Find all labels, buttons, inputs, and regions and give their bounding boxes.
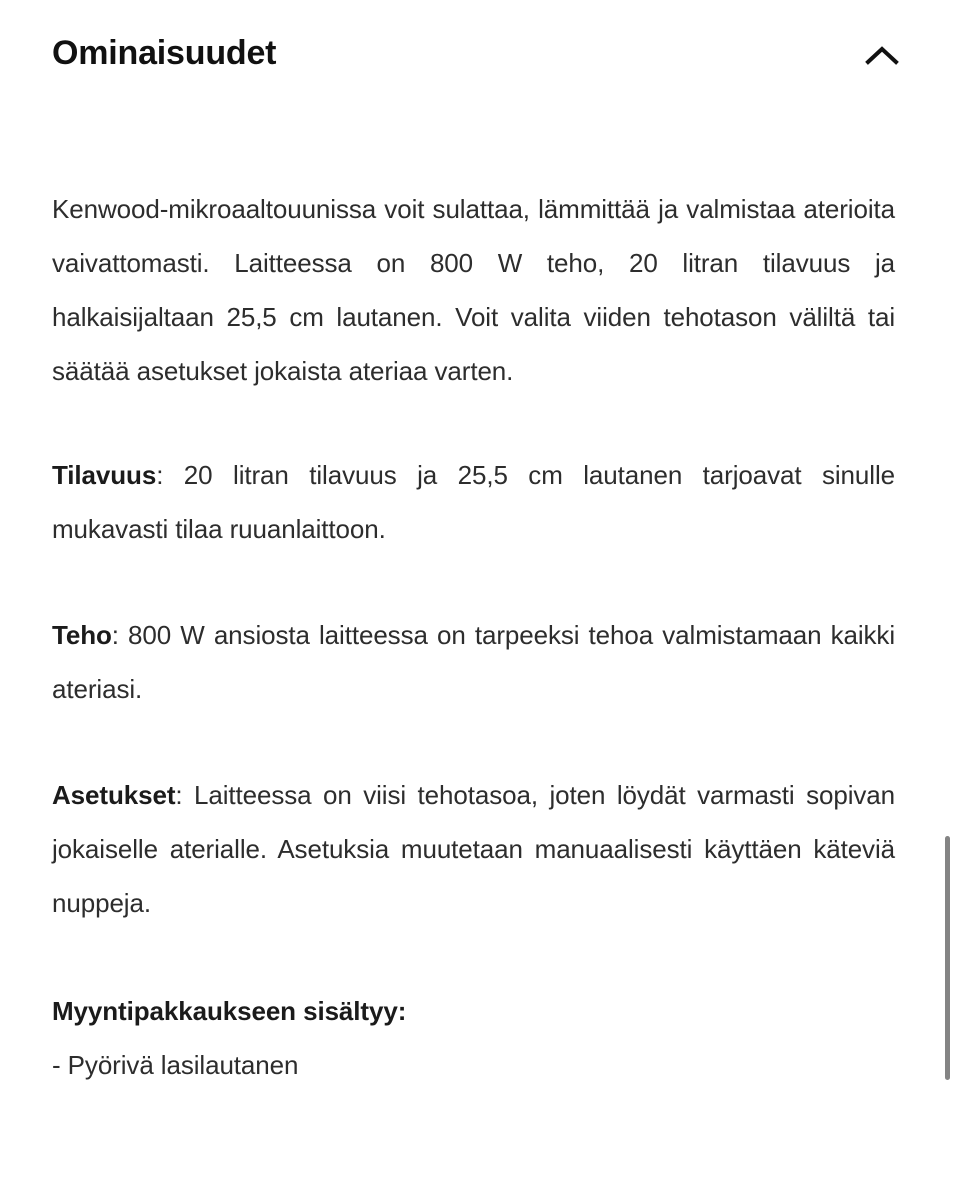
features-content (52, 182, 895, 1092)
scrollbar-thumb[interactable] (945, 836, 950, 1080)
settings-text: : Laitteessa on viisi tehotasoa, joten löydät varmasti sopivan jokaiselle aterialle. Asetuksia muutetaan manuaalisesti käyttäen käteviä nuppeja. (52, 780, 895, 918)
volume-text: : 20 litran tilavuus ja 25,5 cm lautanen tarjoavat sinulle mukavasti tilaa ruuanlaittoon. (52, 460, 895, 544)
accordion-collapse-button[interactable] (860, 38, 904, 72)
page-title: Ominaisuudet (52, 34, 277, 72)
accordion-header[interactable] (0, 0, 960, 128)
settings-label: Asetukset (52, 780, 176, 810)
power-label: Teho (52, 620, 112, 650)
intro-paragraph: Kenwood-mikroaaltouunissa voit sulattaa, lämmittää ja valmistaa aterioita vaivattomasti. Laitteessa on 800 W teho, 20 litran tilavuus ja halkaisijaltaan 25,5 cm lautanen. Voit valita viiden tehotason väliltä tai säätää asetukset jokaista ateriaa varten. (52, 194, 895, 386)
list-item: - Pyörivä lasilautanen (52, 1050, 299, 1080)
volume-label: Tilavuus (52, 460, 157, 490)
includes-list (52, 1038, 895, 1092)
chevron-up-icon (865, 44, 899, 66)
power-text: : 800 W ansiosta laitteessa on tarpeeksi tehoa valmistamaan kaikki ateriasi. (52, 620, 895, 704)
settings-paragraph (52, 768, 895, 930)
volume-paragraph (52, 448, 895, 556)
power-paragraph (52, 608, 895, 716)
includes-heading: Myyntipakkaukseen sisältyy: (52, 996, 407, 1026)
